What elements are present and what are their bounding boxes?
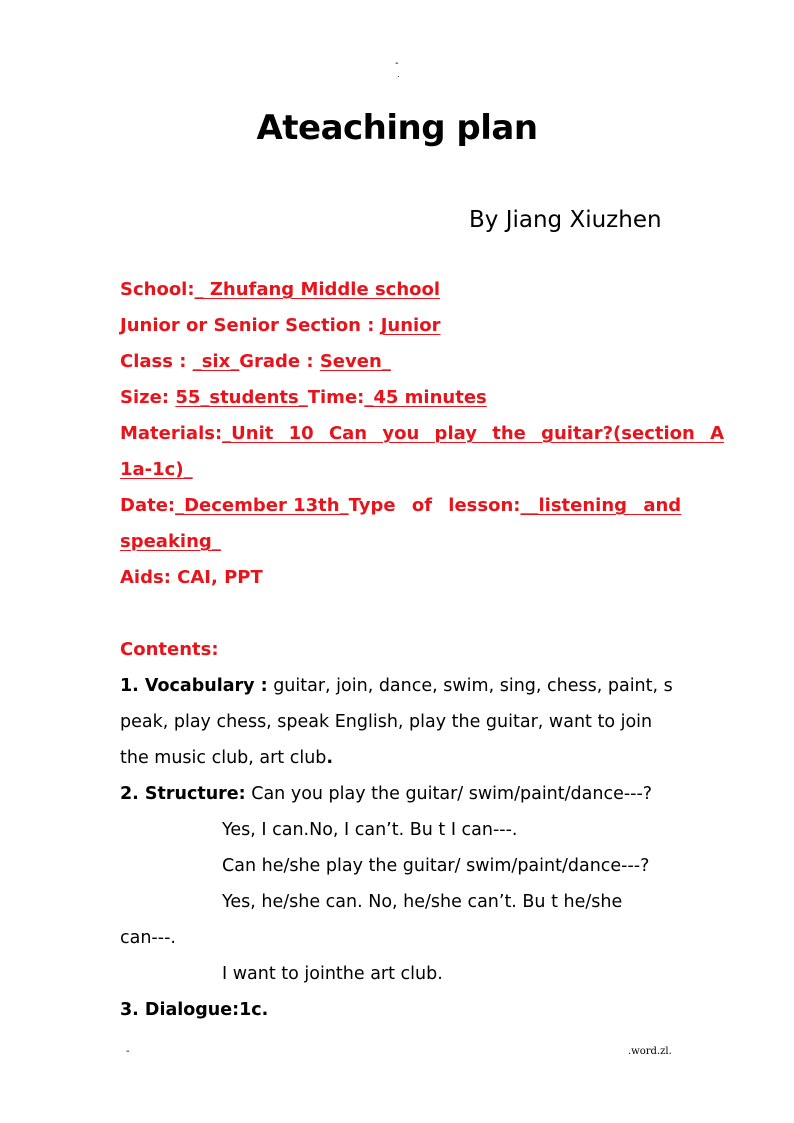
date-value: _December 13th_	[175, 495, 349, 516]
school-value: _ Zhufang Middle school	[194, 279, 441, 300]
materials-value: _Unit 10 Can you play the guitar?(section A	[222, 423, 725, 444]
time-label: Time:	[307, 387, 365, 408]
vocabulary-line-1	[120, 674, 675, 698]
class-label: Class :	[120, 351, 187, 372]
vocabulary-end: .	[326, 748, 334, 768]
materials-line	[120, 422, 725, 446]
structure-text-1: Can you play the guitar/ swim/paint/dance---?	[245, 784, 653, 804]
school-line	[120, 278, 675, 302]
aids-line: Aids: CAI, PPT	[120, 567, 263, 588]
type-label: Type of lesson:	[348, 495, 521, 516]
vocabulary-text-1: guitar, join, dance, swim, sing, chess, paint, s	[267, 676, 673, 696]
section-line	[120, 314, 675, 338]
type-value: __listening and	[520, 495, 682, 516]
dialogue-line	[120, 998, 675, 1022]
structure-line-2: Yes, I can.No, I can’t. Bu t I can---.	[222, 820, 518, 840]
contents-heading: Contents:	[120, 639, 219, 660]
materials-value-cont: 1a-1c)_	[120, 459, 193, 480]
structure-line-3: Can he/she play the guitar/ swim/paint/dance---?	[222, 856, 650, 876]
class-value: _six_	[192, 351, 240, 372]
type-line-2	[120, 530, 675, 554]
structure-line-6: I want to jointhe art club.	[222, 964, 443, 984]
size-label: Size:	[120, 387, 170, 408]
footer-left-mark: -	[126, 1046, 130, 1057]
author-byline: By Jiang Xiuzhen	[469, 207, 662, 233]
size-line	[120, 386, 675, 410]
vocabulary-text-3: the music club, art club	[120, 748, 327, 768]
footer-right-mark: .word.zl.	[628, 1046, 672, 1057]
size-value: 55_students_	[175, 387, 308, 408]
page-title: Ateaching plan	[256, 108, 538, 148]
vocabulary-line-3	[120, 746, 675, 770]
structure-line-4: Yes, he/she can. No, he/she can’t. Bu t he/she	[222, 892, 623, 912]
structure-line-1	[120, 782, 675, 806]
materials-label: Materials:	[120, 423, 223, 444]
header-dash: -	[395, 58, 399, 69]
structure-label: 2. Structure:	[120, 784, 246, 804]
vocabulary-line-2: peak, play chess, speak English, play the guitar, want to join	[120, 712, 653, 732]
date-label: Date:	[120, 495, 176, 516]
section-value: Junior	[380, 315, 441, 336]
vocabulary-label: 1. Vocabulary :	[120, 676, 268, 696]
header-dot: .	[397, 70, 400, 79]
date-line	[120, 494, 682, 518]
class-line	[120, 350, 675, 374]
section-label: Junior or Senior Section :	[120, 315, 375, 336]
time-value: _45 minutes	[364, 387, 487, 408]
dialogue-label: 3. Dialogue:1c.	[120, 1000, 269, 1020]
grade-value: Seven_	[319, 351, 391, 372]
school-label: School:	[120, 279, 195, 300]
type-value-cont: speaking_	[120, 531, 221, 552]
materials-line-2	[120, 458, 675, 482]
grade-label: Grade :	[239, 351, 314, 372]
structure-line-5: can---.	[120, 928, 176, 948]
